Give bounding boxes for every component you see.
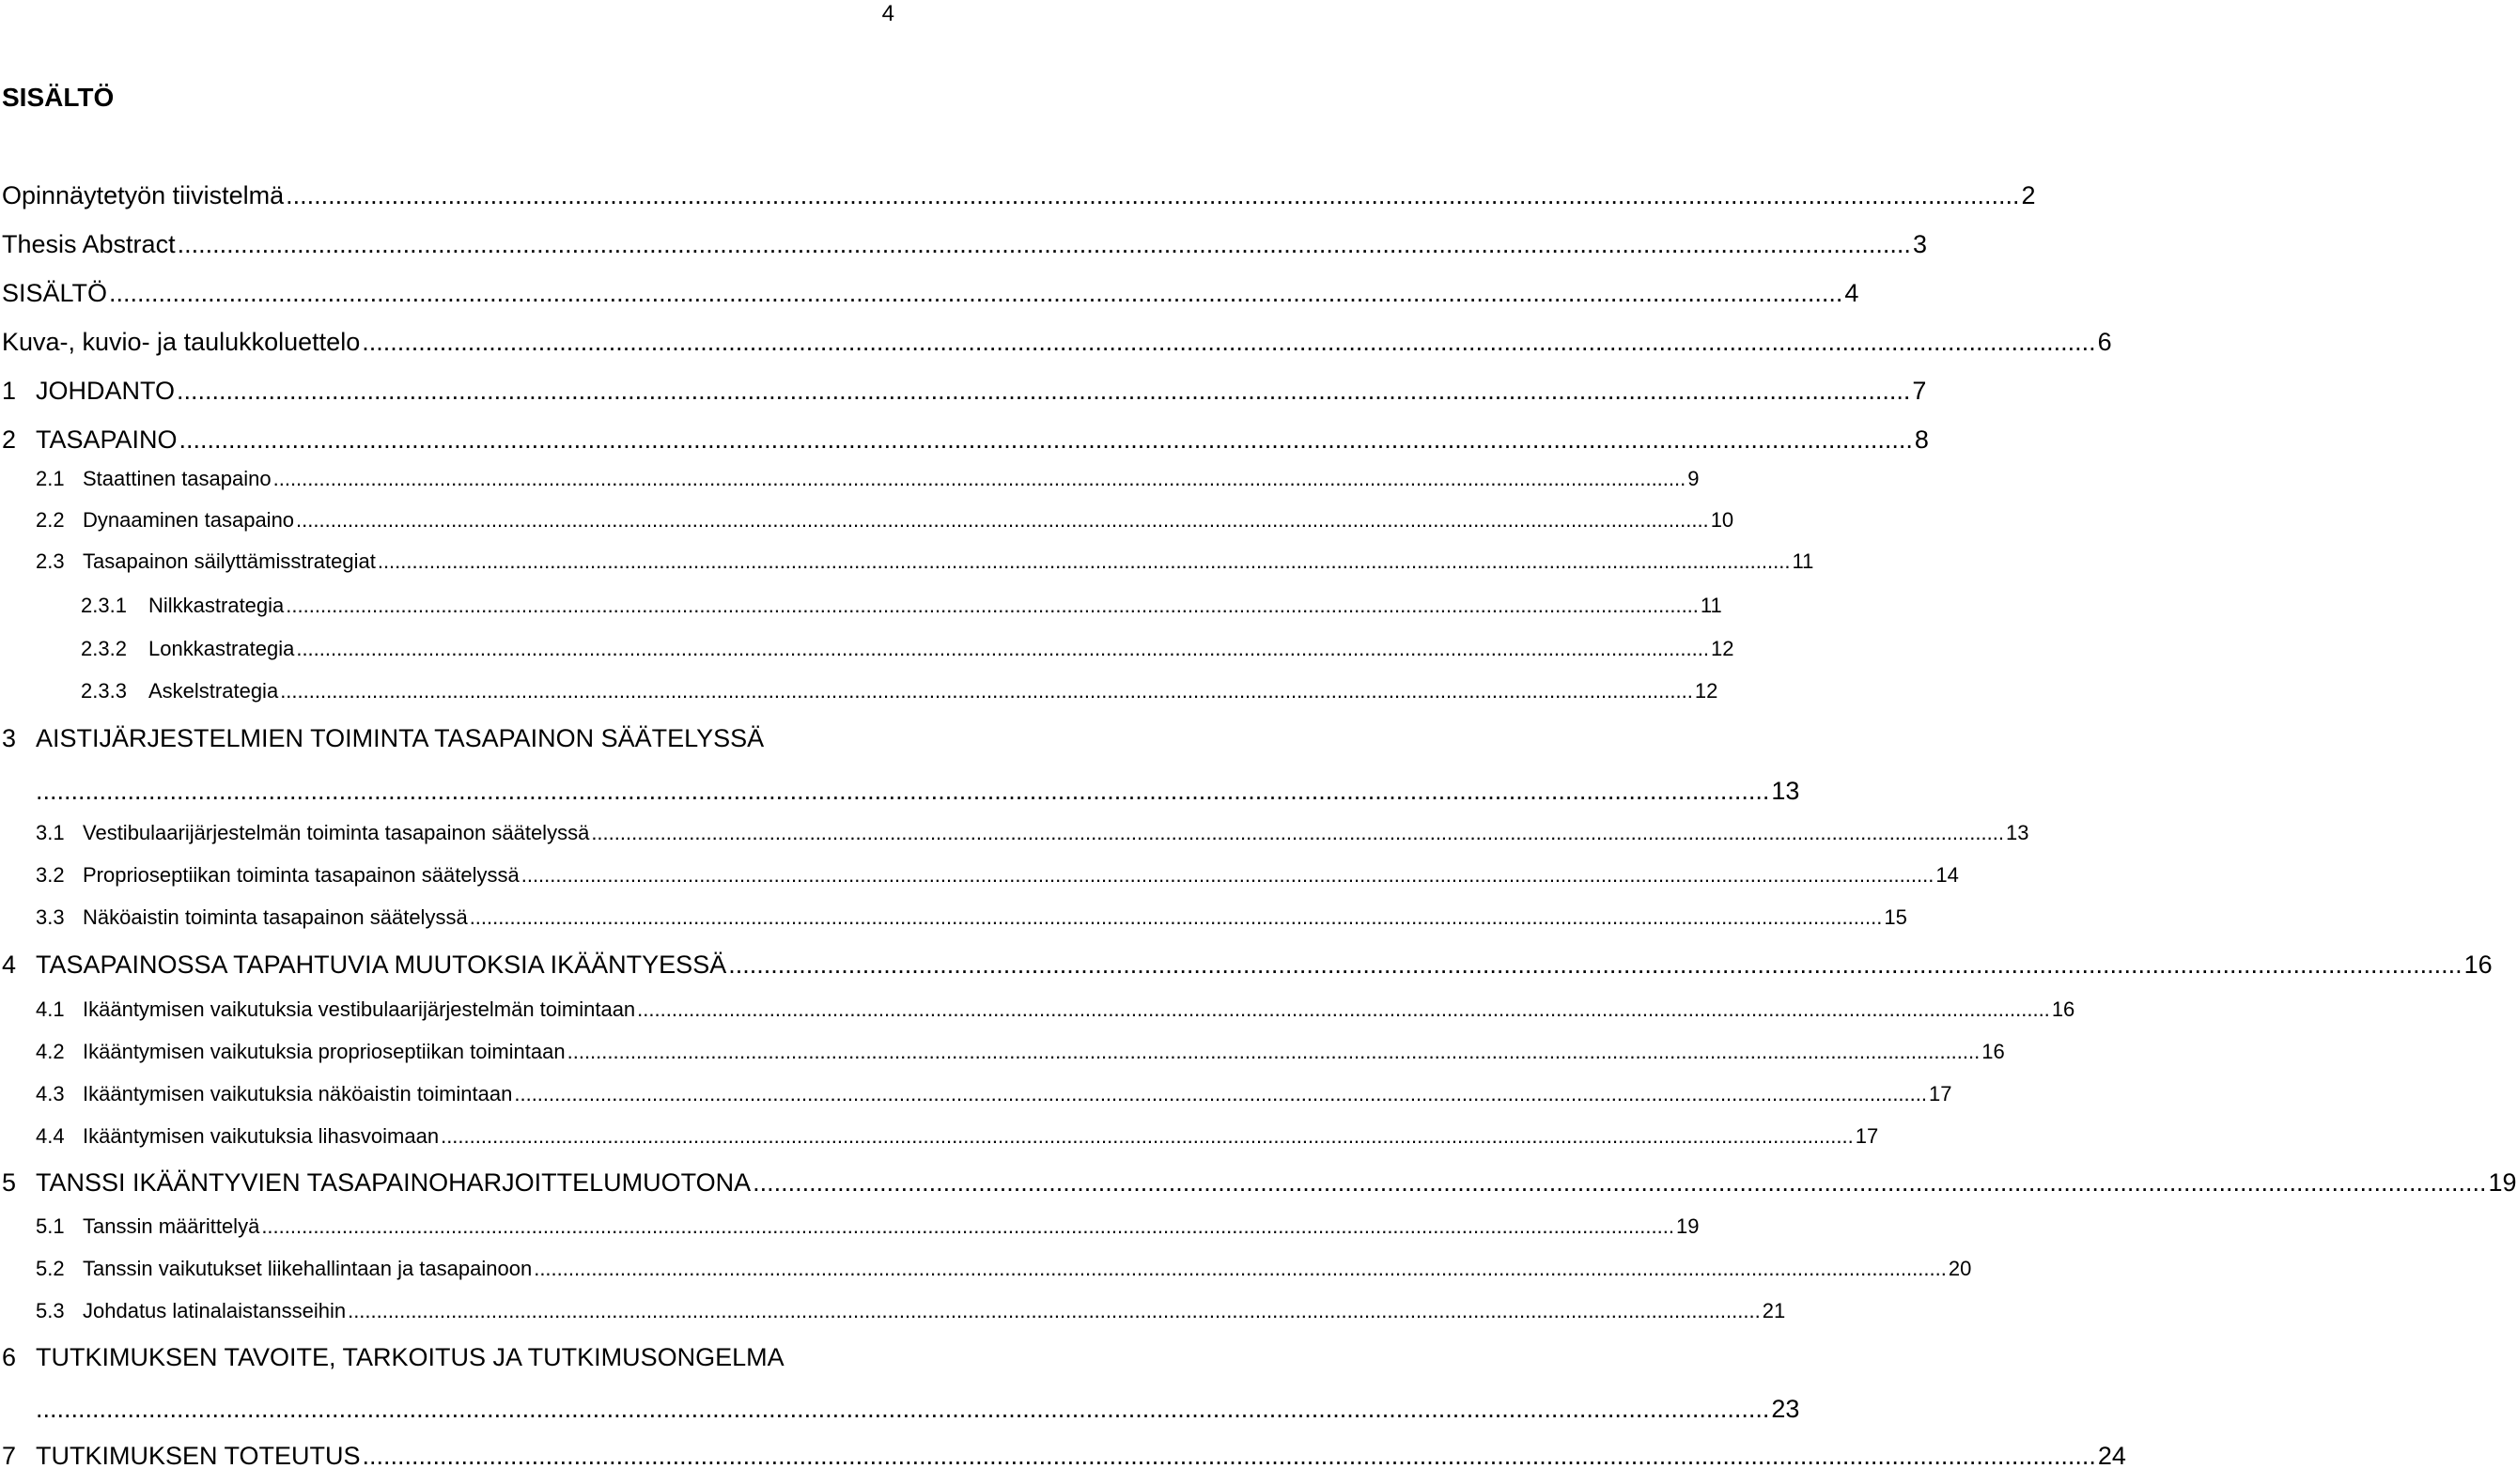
leader-dots [637,997,2050,1022]
toc-entry[interactable] [2,1299,1786,1323]
toc-entry-page: 19 [1675,1214,1700,1238]
leader-dots [286,594,1699,618]
toc-entry-title: Dynaaminen tasapaino [83,508,295,532]
toc-entry[interactable] [2,467,1700,491]
toc-entry-page: 19 [2488,1168,2517,1197]
toc-entry-number: 2 [2,425,17,454]
toc-entry-page: 3 [1912,230,1927,258]
toc-entry-number: 5 [2,1168,17,1197]
leader-dots [177,377,1910,406]
toc-entry-page: 12 [1710,637,1734,660]
toc-entry[interactable] [2,1082,1952,1106]
toc-entry-page: 20 [1948,1257,1972,1280]
toc-entry-page: 13 [2005,821,2029,844]
toc-entry-title: Kuva-, kuvio- ja taulukkoluettelo [2,328,361,356]
leader-dots [286,181,2019,210]
toc-entry-title: TANSSI IKÄÄNTYVIEN TASAPAINOHARJOITTELUMUOTONA [36,1168,752,1197]
leader-dots [470,905,1883,930]
toc-entry-number: 2.3.1 [81,594,127,617]
toc-entry[interactable] [2,1442,2126,1471]
leader-dots [378,549,1791,574]
toc-entry-title: AISTIJÄRJESTELMIEN TOIMINTA TASAPAINON SÄÄTELYSSÄ [36,724,765,752]
toc-entry[interactable] [2,997,2075,1022]
toc-entry[interactable] [2,328,2112,357]
toc-entry-page: 23 [1771,1395,1800,1423]
leader-dots [273,467,1686,491]
toc-entry-title: Ikääntymisen vaikutuksia näköaistin toimintaan [83,1082,513,1105]
toc-entry-title: Tanssin määrittelyä [83,1214,260,1238]
toc-entry[interactable] [2,508,1734,533]
leader-dots [348,1299,1761,1323]
toc-entry-number: 2.1 [36,467,65,490]
toc-entry-title: Tanssin vaikutukset liikehallintaan ja tasapainoon [83,1257,533,1280]
leader-dots [179,425,1913,455]
toc-entry-page: 17 [1929,1082,1952,1105]
leader-dots [36,777,1769,806]
toc-entry[interactable] [2,1168,2517,1198]
toc-entry-page: 21 [1762,1299,1786,1322]
toc-entry[interactable] [2,181,2036,210]
toc-entry-page: 16 [2463,951,2493,979]
toc-entry-page: 7 [1912,377,1927,405]
toc-entry[interactable] [2,679,1718,703]
leader-dots [728,951,2462,980]
toc-entry-title: Ikääntymisen vaikutuksia vestibulaarijärjestelmän toimintaan [83,997,636,1021]
toc-entry-page: 24 [2097,1442,2126,1470]
toc-entry-title: Vestibulaarijärjestelmän toiminta tasapainon säätelyssä [83,821,590,844]
toc-entry-title: Staattinen tasapaino [83,467,272,490]
toc-entry-page: 2 [2021,181,2036,209]
toc-entry[interactable] [2,425,1929,455]
leader-dots [109,279,1842,308]
toc-entry-title: Proprioseptiikan toiminta tasapainon säätelyssä [83,863,520,887]
toc-entry-number: 2.3.2 [81,637,127,660]
toc-entry-number: 5.1 [36,1214,65,1238]
toc-entry[interactable] [2,1040,2005,1064]
leader-dots [296,508,1709,533]
leader-dots [178,230,1911,259]
toc-entry-number: 4 [2,951,17,979]
toc-entry-number: 3.3 [36,905,65,929]
toc-entry-page: 15 [1884,905,1907,929]
toc-entry-number: 7 [2,1442,17,1470]
leader-dots [441,1124,1854,1149]
leader-dots [567,1040,1981,1064]
toc-entry-title: SISÄLTÖ [2,279,108,307]
toc-entry-title: Näköaistin toiminta tasapainon säätelyssä [83,905,468,929]
toc-entry-continuation [2,1395,1800,1424]
leader-dots [514,1082,1927,1106]
toc-entry-page: 14 [1935,863,1959,887]
toc-entry-number: 4.4 [36,1124,65,1148]
leader-dots [36,1395,1769,1424]
toc-entry-title: Ikääntymisen vaikutuksia proprioseptiikan toimintaan [83,1040,566,1063]
toc-entry-title: Ikääntymisen vaikutuksia lihasvoimaan [83,1124,440,1148]
toc-entry-title: Johdatus latinalaistansseihin [83,1299,347,1322]
leader-dots [753,1168,2486,1198]
toc-entry-page: 12 [1694,679,1718,703]
toc-entry[interactable] [2,1214,1700,1239]
toc-entry-title: TUTKIMUKSEN TOTEUTUS [36,1442,361,1470]
toc-entry-number: 6 [2,1343,17,1371]
toc-entry-page: 8 [1914,425,1929,454]
toc-entry-continuation [2,777,1800,806]
toc-entry-title: Thesis Abstract [2,230,176,258]
toc-entry[interactable] [2,1257,1972,1281]
leader-dots [362,328,2095,357]
toc-entry-number: 2.3 [36,549,65,573]
page-number: 4 [881,1,894,26]
toc-entry-page: 4 [1844,279,1859,307]
toc-entry-page: 17 [1855,1124,1879,1148]
toc-entry[interactable] [2,377,1927,406]
toc-entry-number: 2.3.3 [81,679,127,703]
leader-dots [280,679,1693,703]
leader-dots [261,1214,1674,1239]
toc-entry[interactable] [2,279,1859,308]
toc-entry-number: 4.3 [36,1082,65,1105]
toc-entry-title: Lonkkastrategia [148,637,295,660]
toc-entry[interactable] [2,724,894,753]
toc-entry-title: TUTKIMUKSEN TAVOITE, TARKOITUS JA TUTKIMUSONGELMA [36,1343,785,1371]
toc-entry-page: 11 [1792,549,1814,573]
toc-entry[interactable] [2,637,1734,661]
toc-entry-title: Tasapainon säilyttämisstrategiat [83,549,376,573]
toc-entry-page: 6 [2097,328,2112,356]
toc-entry[interactable] [2,549,1814,574]
toc-entry-number: 4.2 [36,1040,65,1063]
leader-dots [591,821,2004,845]
toc-entry-page: 9 [1687,467,1700,490]
toc-entry-page: 13 [1771,777,1800,805]
toc-entry-number: 3 [2,724,17,752]
toc-entry-number: 3.2 [36,863,65,887]
toc-entry-page: 16 [2051,997,2075,1021]
toc-entry[interactable] [2,1343,894,1372]
toc-entry-number: 3.1 [36,821,65,844]
leader-dots [521,863,1934,888]
toc-entry-number: 5.3 [36,1299,65,1322]
toc-entry-page: 11 [1700,594,1722,617]
toc-entry[interactable] [2,821,2029,845]
toc-entry[interactable] [2,230,1927,259]
toc-entry-number: 2.2 [36,508,65,532]
toc-entry-number: 4.1 [36,997,65,1021]
leader-dots [296,637,1709,661]
toc-entry-title: JOHDANTO [36,377,176,405]
toc-entry[interactable] [2,594,1722,618]
leader-dots [534,1257,1947,1281]
toc-entry-title: TASAPAINO [36,425,178,454]
toc-entry[interactable] [2,951,2493,980]
page-title: SISÄLTÖ [2,83,115,112]
toc-entry-number: 5.2 [36,1257,65,1280]
toc-entry-title: TASAPAINOSSA TAPAHTUVIA MUUTOKSIA IKÄÄNTYESSÄ [36,951,727,979]
toc-entry[interactable] [2,1124,1879,1149]
toc-entry[interactable] [2,905,1907,930]
toc-entry-page: 16 [1981,1040,2005,1063]
toc-entry-page: 10 [1710,508,1734,532]
toc-entry-title: Nilkkastrategia [148,594,285,617]
toc-entry-title: Askelstrategia [148,679,279,703]
leader-dots [363,1442,2096,1471]
toc-entry-number: 1 [2,377,17,405]
toc-entry-title: Opinnäytetyön tiivistelmä [2,181,285,209]
toc-entry[interactable] [2,863,1959,888]
